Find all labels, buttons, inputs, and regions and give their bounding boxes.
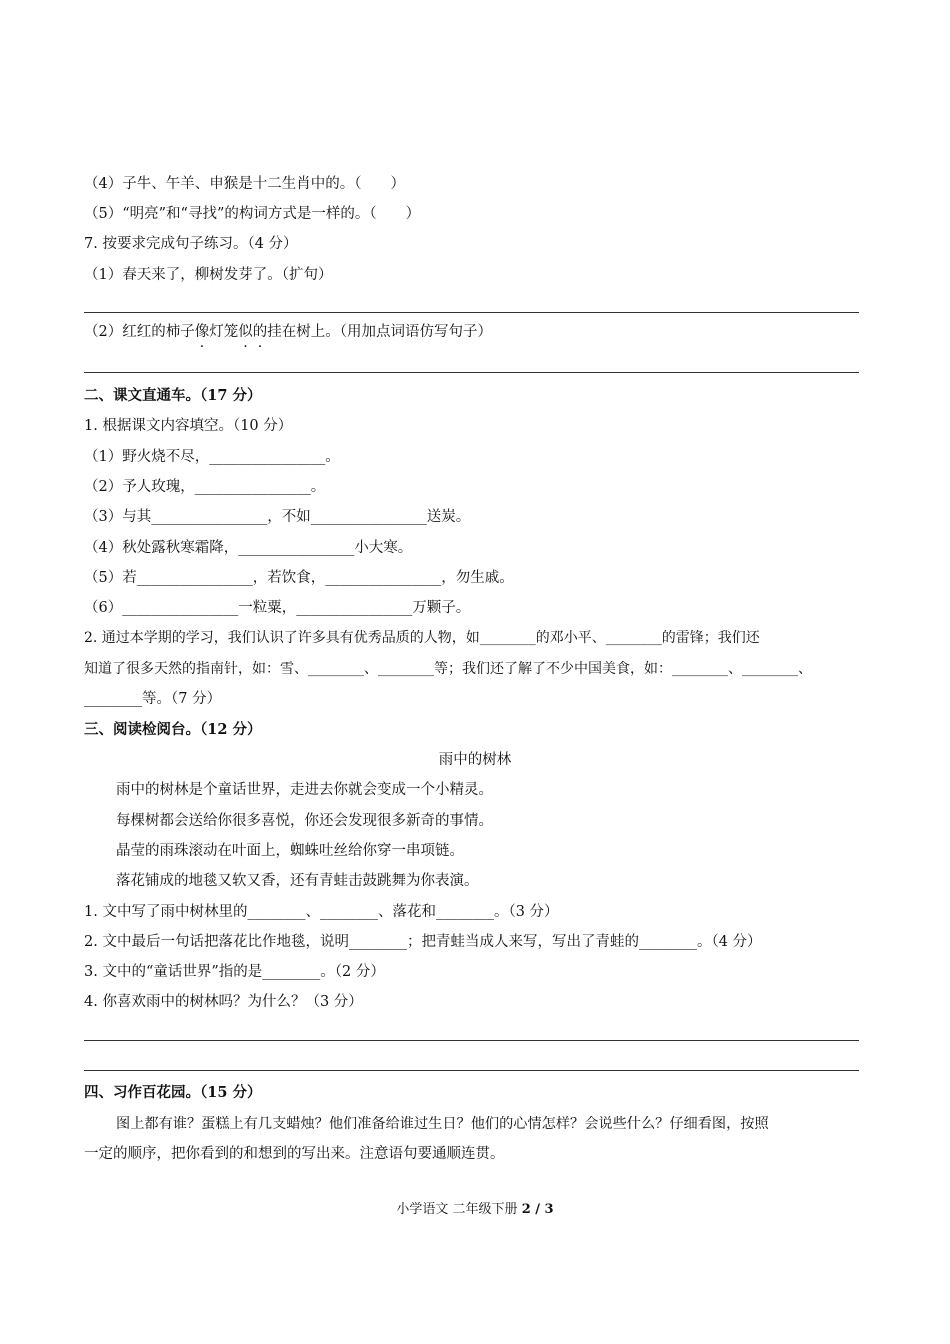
dotted-word: 像 [194, 324, 210, 340]
fill-item: （2）予人玫瑰，________________。 [84, 479, 326, 495]
answer-line [84, 1070, 859, 1071]
section-4-title: 四、习作百花园。（15 分） [84, 1084, 262, 1101]
q7-item-2-post: 挂在树上。（用加点词语仿写句子） [267, 324, 492, 340]
fill-item: （6）________________一粒粟，________________万颗子。 [84, 600, 471, 616]
q7-item-1: （1）春天来了，柳树发芽了。（扩句） [84, 267, 333, 283]
s2-q1-title: 1. 根据课文内容填空。（10 分） [84, 418, 293, 434]
passage-title: 雨中的树林 [438, 752, 512, 768]
s2-q2-line-2: 知道了很多天然的指南针，如：雪、________、________等；我们还了解了不少中国美食，如：________、________、 [84, 661, 812, 677]
fill-item: （3）与其________________，不如________________送炭。 [84, 509, 471, 525]
q7-item-2 [84, 322, 492, 342]
passage-paragraph: 晶莹的雨珠滚动在叶面上，蜘蛛吐丝给你穿一串项链。 [116, 843, 464, 859]
q7-title: 7. 按要求完成句子练习。（4 分） [84, 236, 298, 252]
q7-item-2-mid: 灯笼 [209, 324, 239, 340]
reading-question: 3. 文中的“童话世界”指的是________。（2 分） [84, 964, 385, 980]
q6-item-4: （4）子牛、午羊、申猴是十二生肖中的。（ ） [84, 176, 405, 192]
section-2-title: 二、课文直通车。（17 分） [84, 387, 262, 404]
s2-q2-line-1: 2. 通过本学期的学习，我们认识了许多具有优秀品质的人物，如________的邓小平、________的雷锋；我们还 [84, 630, 760, 646]
reading-question: 1. 文中写了雨中树林里的________、________、落花和________。（3 分） [84, 904, 559, 920]
passage-paragraph: 雨中的树林是个童话世界，走进去你就会变成一个小精灵。 [116, 782, 493, 798]
page-number: 2 / 3 [521, 1202, 554, 1217]
reading-question: 2. 文中最后一句话把落花比作地毯，说明________；把青蛙当成人来写，写出了青蛙的________。（4 分） [84, 934, 762, 950]
fill-item: （1）野火烧不尽，________________。 [84, 449, 340, 465]
passage-paragraph: 落花铺成的地毯又软又香，还有青蛙击鼓跳舞为你表演。 [116, 873, 479, 889]
page-footer [0, 1198, 950, 1217]
dotted-word: 的 [252, 324, 268, 340]
q7-item-2-pre: （2）红红的柿子 [84, 324, 195, 340]
reading-question: 4. 你喜欢雨中的树林吗？为什么？（3 分） [84, 994, 363, 1010]
writing-prompt-line-1: 图上都有谁？蛋糕上有几支蜡烛？他们准备给谁过生日？他们的心情怎样？会说些什么？仔细看图，按照 [116, 1116, 769, 1132]
answer-line [84, 372, 859, 373]
s2-q2-line-3: ________等。（7 分） [84, 691, 222, 707]
answer-line [84, 312, 859, 313]
dotted-word: 似 [238, 324, 253, 340]
footer-subject: 小学语文 二年级下册 [396, 1202, 522, 1217]
fill-item: （4）秋处露秋寒霜降，________________小大寒。 [84, 540, 413, 556]
q6-item-5: （5）“明亮”和“寻找”的构词方式是一样的。（ ） [84, 206, 421, 222]
answer-line [84, 1040, 859, 1041]
fill-item: （5）若________________，若饮食，________________，勿生戚。 [84, 570, 514, 586]
writing-prompt-line-2: 一定的顺序，把你看到的和想到的写出来。注意语句要通顺连贯。 [84, 1146, 505, 1162]
passage-paragraph: 每棵树都会送给你很多喜悦，你还会发现很多新奇的事情。 [116, 813, 493, 829]
section-3-title: 三、阅读检阅台。（12 分） [84, 721, 262, 738]
